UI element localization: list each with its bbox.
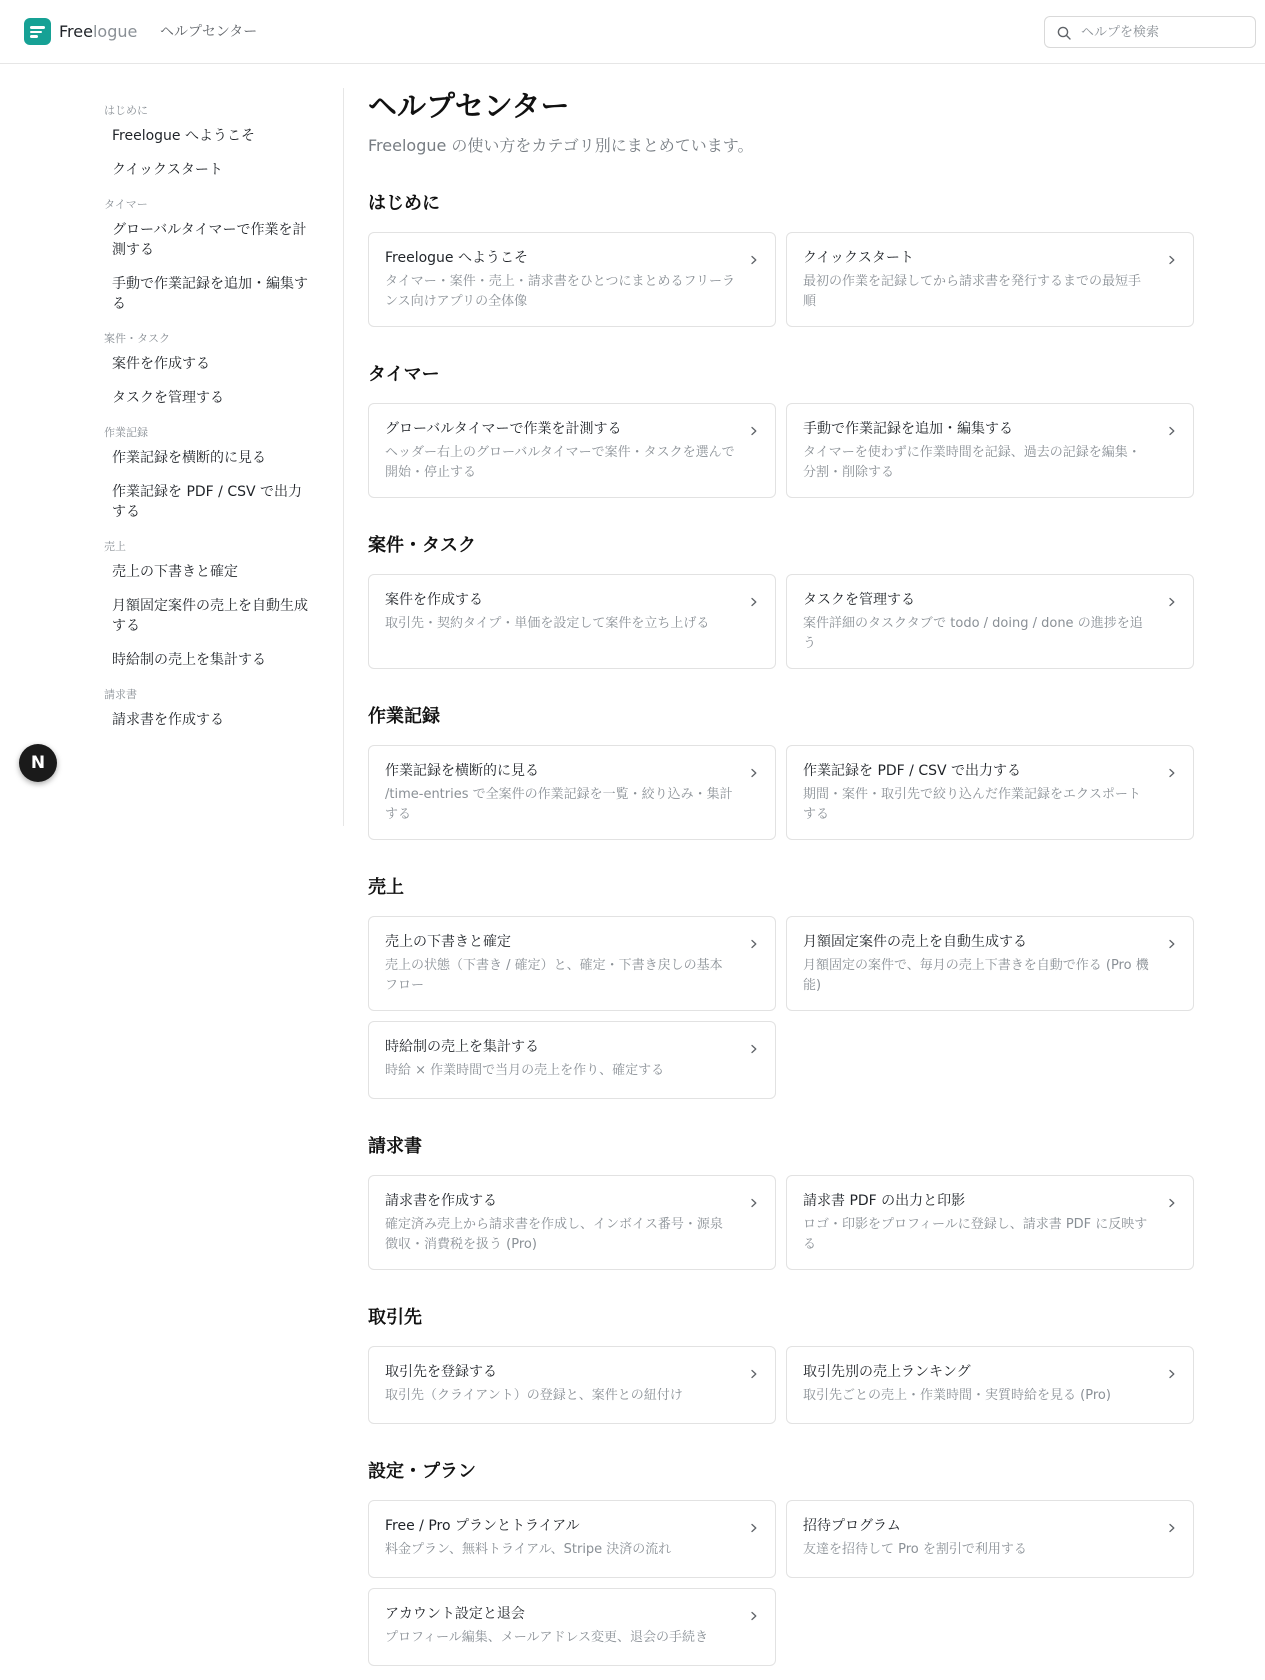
sidebar-nav <box>104 104 314 748</box>
card-description: 時給 × 作業時間で当月の売上を作り、確定する <box>385 1063 665 1078</box>
card-title: 案件を作成する <box>385 592 483 608</box>
section-title: 設定・プラン <box>368 1461 476 1482</box>
card-title: 手動で作業記録を追加・編集する <box>803 421 1013 437</box>
chevron-right-icon <box>1167 1369 1177 1379</box>
help-section <box>368 362 1193 498</box>
card-description: 確定済み売上から請求書を作成し、インボイス番号・源泉徴収・消費税を扱う (Pro) <box>385 1217 723 1252</box>
help-section <box>368 191 1193 327</box>
search-box[interactable] <box>1044 16 1256 48</box>
chevron-right-icon <box>749 1611 759 1621</box>
card-description: 料金プラン、無料トライアル、Stripe 決済の流れ <box>385 1542 672 1557</box>
help-article-card[interactable] <box>786 1175 1194 1270</box>
card-grid <box>368 1175 1193 1270</box>
card-title: アカウント設定と退会 <box>385 1606 525 1622</box>
help-article-card[interactable] <box>368 1021 776 1099</box>
chevron-right-icon <box>749 597 759 607</box>
help-article-card[interactable] <box>368 1346 776 1424</box>
card-grid <box>368 1346 1193 1424</box>
card-grid <box>368 574 1193 669</box>
section-title: 案件・タスク <box>368 535 476 556</box>
help-article-card[interactable] <box>786 1500 1194 1578</box>
help-article-card[interactable] <box>786 1346 1194 1424</box>
sidebar-item[interactable]: 請求書を作成する <box>112 712 224 728</box>
help-section <box>368 704 1193 840</box>
help-section <box>368 875 1193 1099</box>
header <box>0 0 1265 64</box>
card-description: プロフィール編集、メールアドレス変更、退会の手続き <box>385 1630 709 1645</box>
card-title: 時給制の売上を集計する <box>385 1039 539 1055</box>
sidebar-category-label: 作業記録 <box>104 426 148 439</box>
section-title: 作業記録 <box>368 706 440 727</box>
chevron-right-icon <box>1167 939 1177 949</box>
sidebar-item[interactable]: 手動で作業記録を追加・編集する <box>112 276 308 312</box>
card-description: /time-entries で全案件の作業記録を一覧・絞り込み・集計する <box>385 787 733 822</box>
card-title: 招待プログラム <box>803 1518 901 1534</box>
chevron-right-icon <box>749 939 759 949</box>
dev-badge-icon[interactable]: N <box>19 744 57 782</box>
main-content <box>368 86 1193 1666</box>
sidebar-item[interactable]: Freelogue へようこそ <box>112 128 255 144</box>
card-title: 売上の下書きと確定 <box>385 934 511 950</box>
card-description: 期間・案件・取引先で絞り込んだ作業記録をエクスポートする <box>803 787 1141 822</box>
brand-name[interactable]: Freelogue <box>59 22 138 41</box>
card-description: 売上の状態（下書き / 確定）と、確定・下書き戻しの基本フロー <box>385 958 723 993</box>
section-title: タイマー <box>368 364 440 385</box>
card-description: 取引先（クライアント）の登録と、案件との紐付け <box>385 1388 683 1403</box>
card-title: 取引先別の売上ランキング <box>803 1364 971 1380</box>
card-title: Freelogue へようこそ <box>385 250 528 266</box>
card-title: 取引先を登録する <box>385 1364 497 1380</box>
help-article-card[interactable] <box>786 574 1194 669</box>
sidebar-item[interactable]: タスクを管理する <box>112 390 224 406</box>
card-description: 取引先ごとの売上・作業時間・実質時給を見る (Pro) <box>803 1388 1111 1403</box>
chevron-right-icon <box>749 426 759 436</box>
sidebar-item[interactable]: 作業記録を PDF / CSV で出力する <box>112 484 303 520</box>
card-grid <box>368 916 1193 1099</box>
page-description: Freelogue の使い方をカテゴリ別にまとめています。 <box>368 136 754 155</box>
card-title: Free / Pro プランとトライアル <box>385 1518 580 1534</box>
chevron-right-icon <box>749 1369 759 1379</box>
sidebar-group <box>104 540 314 670</box>
sidebar-category-label: 請求書 <box>104 688 137 701</box>
sidebar-group <box>104 104 314 180</box>
card-description: タイマー・案件・売上・請求書をひとつにまとめるフリーランス向けアプリの全体像 <box>385 274 735 309</box>
sidebar-category-label: 案件・タスク <box>104 332 170 345</box>
chevron-right-icon <box>1167 255 1177 265</box>
section-title: 売上 <box>368 877 404 898</box>
chevron-right-icon <box>1167 426 1177 436</box>
sidebar-item[interactable]: 案件を作成する <box>112 356 210 372</box>
help-section <box>368 1459 1193 1666</box>
card-description: 友達を招待して Pro を割引で利用する <box>803 1542 1027 1557</box>
sidebar-item[interactable]: クイックスタート <box>112 162 223 178</box>
chevron-right-icon <box>749 768 759 778</box>
card-title: 作業記録を PDF / CSV で出力する <box>803 763 1022 779</box>
sidebar-group <box>104 198 314 314</box>
chevron-right-icon <box>749 1198 759 1208</box>
section-title: 請求書 <box>368 1136 422 1157</box>
sidebar-group <box>104 426 314 522</box>
search-input[interactable] <box>1081 21 1247 43</box>
card-title: グローバルタイマーで作業を計測する <box>385 421 622 437</box>
help-section <box>368 533 1193 669</box>
help-article-card[interactable] <box>368 1175 776 1270</box>
help-article-card[interactable] <box>368 1500 776 1578</box>
help-article-card[interactable] <box>368 745 776 840</box>
help-article-card[interactable] <box>786 745 1194 840</box>
card-title: 請求書 PDF の出力と印影 <box>803 1193 966 1209</box>
help-article-card[interactable] <box>368 403 776 498</box>
help-section <box>368 1134 1193 1270</box>
card-description: ヘッダー右上のグローバルタイマーで案件・タスクを選んで開始・停止する <box>385 445 735 480</box>
card-description: 最初の作業を記録してから請求書を発行するまでの最短手順 <box>803 274 1142 309</box>
sections <box>368 191 1193 1666</box>
help-article-card[interactable] <box>368 916 776 1011</box>
card-grid <box>368 745 1193 840</box>
help-article-card[interactable] <box>368 232 776 327</box>
sidebar-category-label: タイマー <box>104 198 148 211</box>
sidebar-item[interactable]: 売上の下書きと確定 <box>112 564 238 580</box>
help-section <box>368 1305 1193 1424</box>
chevron-right-icon <box>1167 597 1177 607</box>
help-article-card[interactable] <box>786 403 1194 498</box>
card-description: ロゴ・印影をプロフィールに登録し、請求書 PDF に反映する <box>803 1217 1148 1252</box>
card-title: 月額固定案件の売上を自動生成する <box>803 934 1027 950</box>
sidebar-category-label: 売上 <box>104 540 126 553</box>
chevron-right-icon <box>1167 1523 1177 1533</box>
card-description: 案件詳細のタスクタブで todo / doing / done の進捗を追う <box>803 616 1143 651</box>
card-grid <box>368 403 1193 498</box>
card-title: クイックスタート <box>803 250 914 266</box>
card-title: タスクを管理する <box>803 592 915 608</box>
card-description: 取引先・契約タイプ・単価を設定して案件を立ち上げる <box>385 616 710 631</box>
sidebar-divider <box>343 88 344 826</box>
search-icon <box>1057 26 1071 40</box>
section-title: 取引先 <box>368 1307 422 1328</box>
chevron-right-icon <box>749 255 759 265</box>
sidebar-item[interactable]: グローバルタイマーで作業を計測する <box>112 222 307 258</box>
help-center-link[interactable]: ヘルプセンター <box>160 24 258 40</box>
sidebar-category-label: はじめに <box>104 104 148 117</box>
help-article-card[interactable] <box>368 574 776 669</box>
page-title: ヘルプセンター <box>368 89 570 123</box>
chevron-right-icon <box>1167 768 1177 778</box>
help-article-card[interactable] <box>786 916 1194 1011</box>
chevron-right-icon <box>749 1044 759 1054</box>
card-grid <box>368 232 1193 327</box>
card-grid <box>368 1500 1193 1666</box>
app-logo-icon[interactable] <box>24 18 51 45</box>
card-title: 請求書を作成する <box>385 1193 497 1209</box>
sidebar-item[interactable]: 時給制の売上を集計する <box>112 652 266 668</box>
sidebar-group <box>104 332 314 408</box>
help-article-card[interactable] <box>368 1588 776 1666</box>
chevron-right-icon <box>1167 1198 1177 1208</box>
sidebar-item[interactable]: 作業記録を横断的に見る <box>112 450 266 466</box>
card-description: 月額固定の案件で、毎月の売上下書きを自動で作る (Pro 機能) <box>803 958 1149 993</box>
section-title: はじめに <box>368 193 440 214</box>
help-article-card[interactable] <box>786 232 1194 327</box>
chevron-right-icon <box>749 1523 759 1533</box>
card-title: 作業記録を横断的に見る <box>385 763 539 779</box>
card-description: タイマーを使わずに作業時間を記録、過去の記録を編集・分割・削除する <box>803 445 1141 480</box>
sidebar-item[interactable]: 月額固定案件の売上を自動生成する <box>112 598 308 634</box>
sidebar-group <box>104 688 314 730</box>
